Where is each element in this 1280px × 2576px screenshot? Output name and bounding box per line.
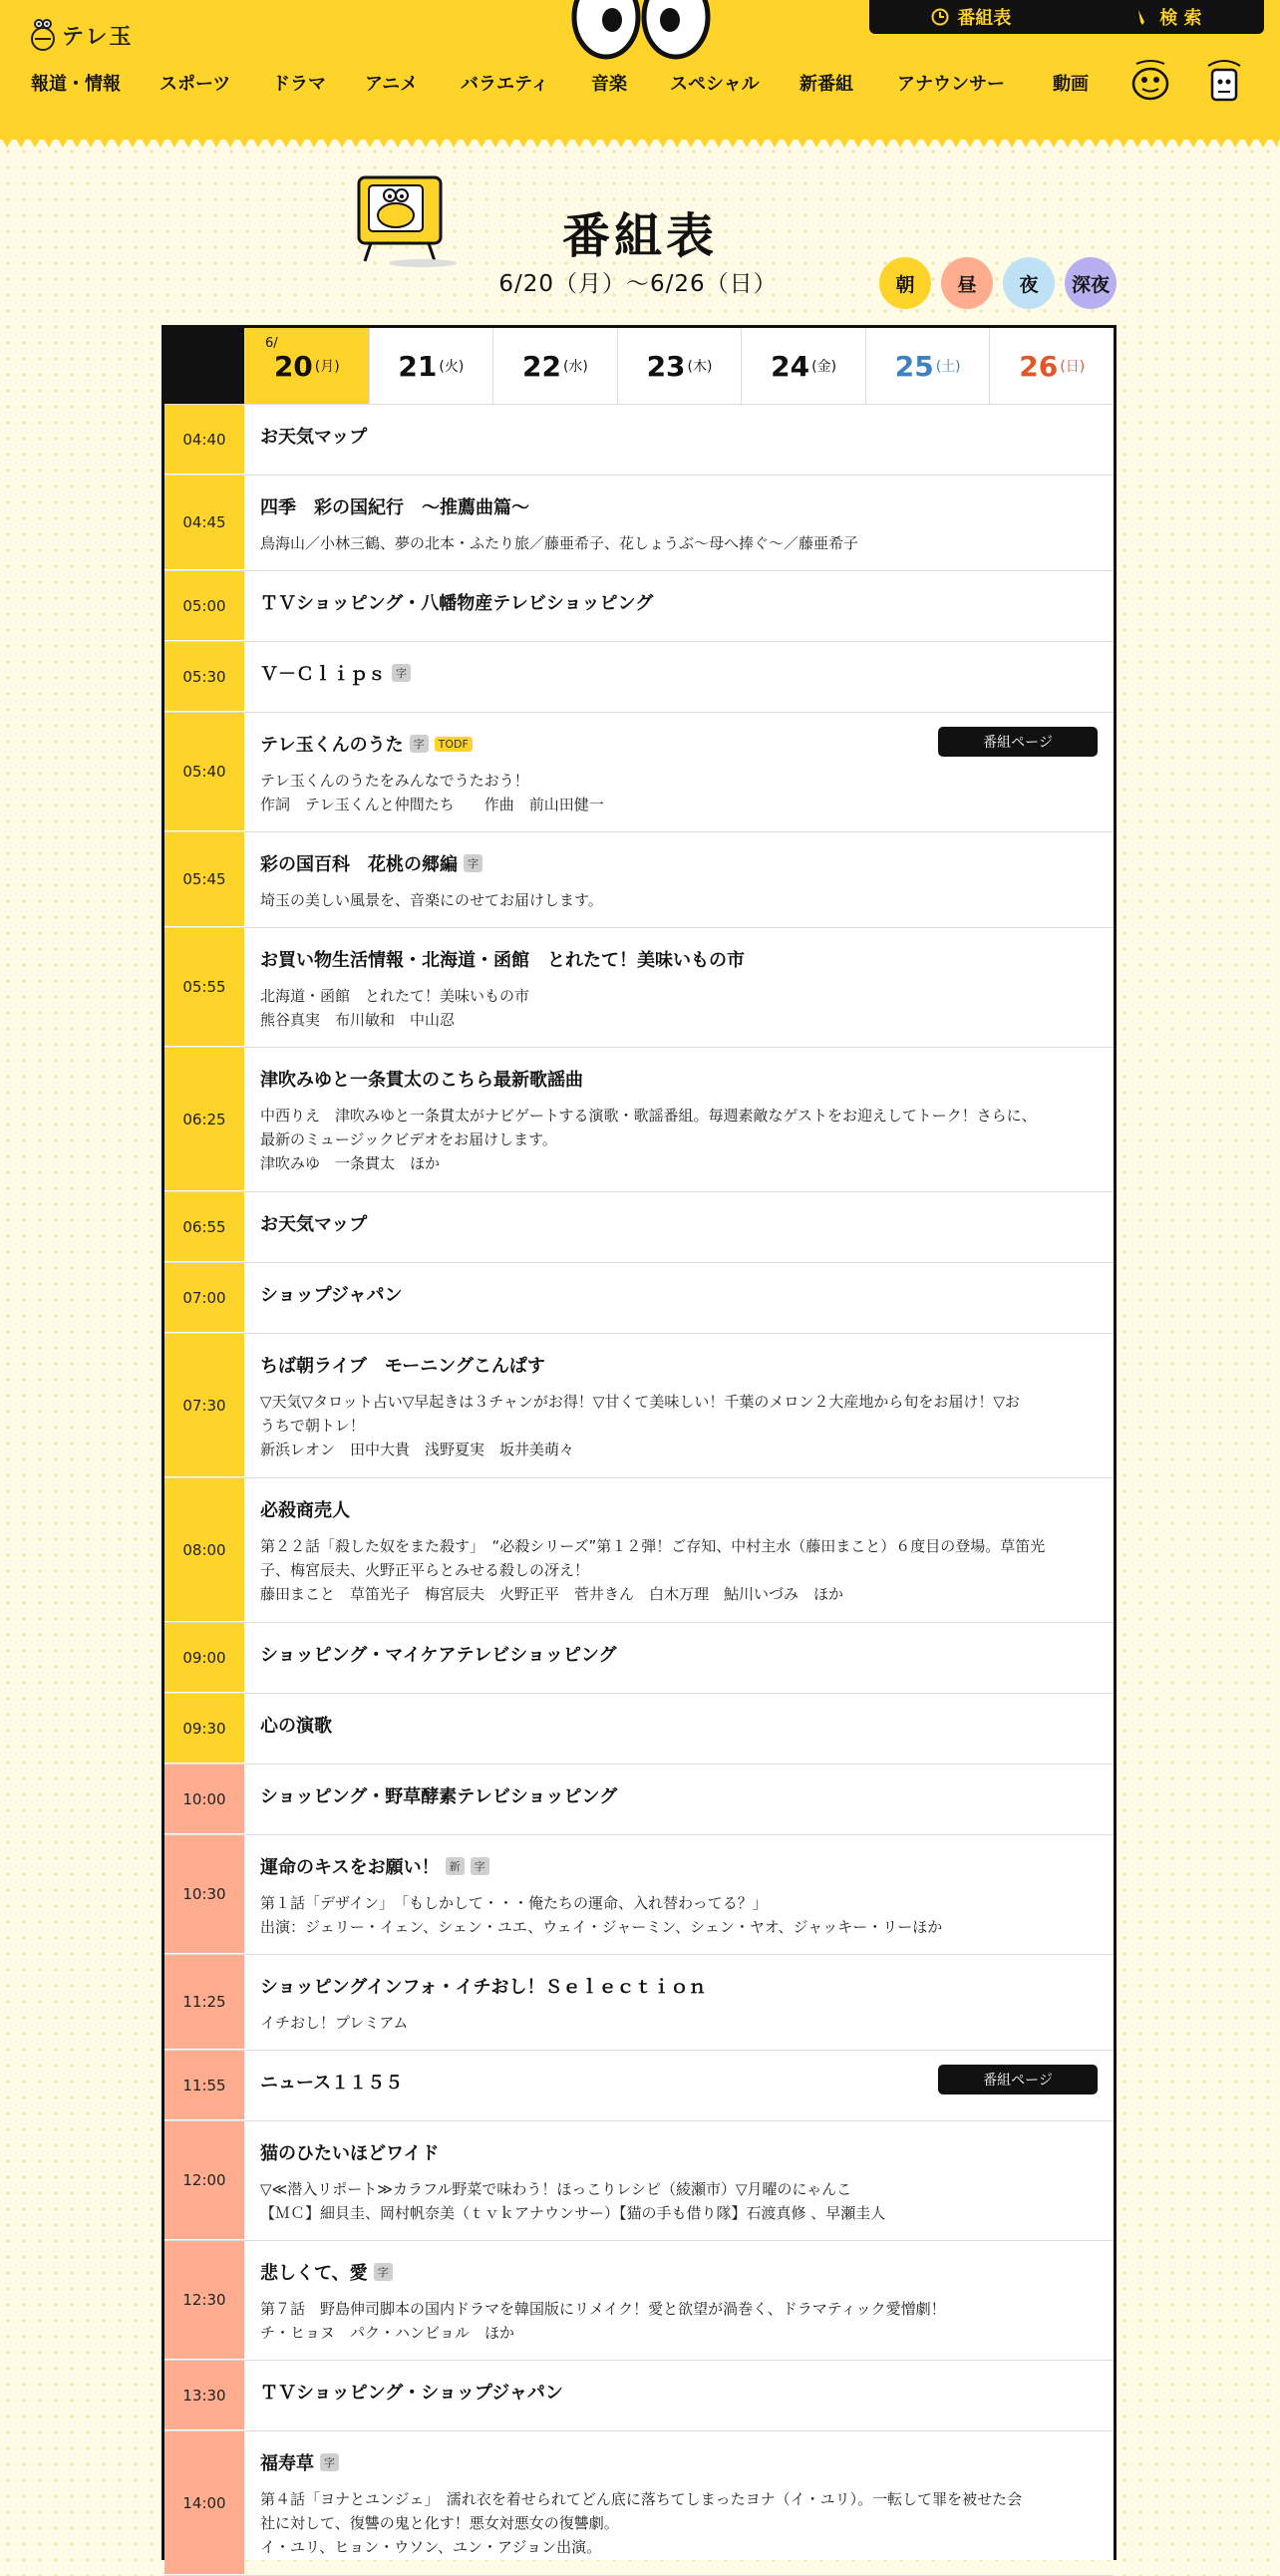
program-time: 04:40 (164, 405, 244, 475)
header-zigzag-edge (0, 134, 1280, 150)
program-cell[interactable] (244, 1835, 1114, 1954)
program-time: 13:30 (164, 2361, 244, 2430)
program-description-line: うちで朝トレ！ (260, 1417, 365, 1435)
site-logo[interactable] (30, 18, 134, 52)
program-badge: 字 (410, 735, 429, 753)
tod-latenight-button[interactable]: 深夜 (1065, 257, 1117, 309)
program-row (164, 1478, 1114, 1623)
program-cell[interactable] (244, 832, 1114, 927)
program-row (164, 476, 1114, 571)
program-badge: 字 (374, 2263, 393, 2281)
program-title-text: ちば朝ライブ モーニングこんぱす (260, 1356, 545, 1377)
program-title[interactable] (260, 2379, 1098, 2405)
program-cell[interactable] (244, 1694, 1114, 1764)
program-description-line: 出演：ジェリー・イェン、シェン・ユエ、ウェイ・ジャーミン、シェン・ヤオ、ジャッキー・リーほか (260, 1918, 943, 1936)
program-cell[interactable] (244, 1192, 1114, 1262)
program-cell[interactable] (244, 2361, 1114, 2430)
program-row (164, 1694, 1114, 1765)
program-cell[interactable] (244, 2121, 1114, 2240)
program-time: 10:00 (164, 1765, 244, 1834)
tod-noon-button[interactable]: 昼 (941, 257, 993, 309)
program-row (164, 2051, 1114, 2121)
nav-sports[interactable]: スポーツ (160, 74, 231, 95)
program-description-line: 鳥海山／小林三鶴、夢の北本・ふたり旅／藤亜希子、花しょうぶ～母へ捧ぐ～／藤亜希子 (260, 534, 859, 552)
program-row (164, 2361, 1114, 2431)
day-tab-date: 22 (521, 349, 561, 383)
program-description-line: 熊谷真実 布川敏和 中山忍 (260, 1011, 456, 1029)
day-tab-date: 23 (646, 349, 686, 383)
program-row (164, 571, 1114, 642)
teletama-logo-icon (30, 18, 56, 52)
program-description-line: 津吹みゆ 一条貫太 ほか (260, 1154, 441, 1172)
schedule-board (161, 325, 1117, 2560)
program-title[interactable] (260, 1066, 1098, 1092)
program-description-line: 第７話 野島伸司脚本の国内ドラマを韓国版にリメイク！愛と欲望が渦巻く、ドラマティック愛憎劇！ (260, 2300, 946, 2318)
program-time: 05:00 (164, 571, 244, 641)
program-row (164, 1835, 1114, 1955)
program-title[interactable] (260, 2449, 1098, 2475)
tod-night-button[interactable]: 夜 (1003, 257, 1055, 309)
program-description (260, 1534, 1098, 1606)
pen-icon (1135, 8, 1151, 26)
day-tab[interactable] (865, 328, 990, 404)
program-time: 05:45 (164, 832, 244, 927)
program-title[interactable] (260, 1281, 1098, 1307)
nav-new-programs[interactable]: 新番組 (800, 74, 853, 95)
program-description-line: 第２２話「殺した奴をまた殺す」 “必殺シリーズ”第１２弾！ご存知、中村主水（藤田まこと）６度目の登場。草笛光 (260, 1537, 1046, 1555)
program-description-line: 子、梅宮辰夫、火野正平らとみせる殺しの冴え！ (260, 1561, 590, 1579)
program-title[interactable] (260, 1853, 1098, 1879)
program-description (260, 888, 1098, 912)
program-description-line: 新浜レオン 田中大貴 浅野夏実 坂井美萌々 (260, 1441, 575, 1458)
site-header (0, 0, 1280, 140)
program-title-text: ショップジャパン (260, 1285, 403, 1306)
nav-music[interactable]: 音楽 (591, 74, 627, 95)
program-description-line: 第４話「ヨナとユンジェ」 濡れ衣を着せられてどん底に落ちてしまったヨナ（イ・ユリ）。一転して罪を被せた会 (260, 2490, 1023, 2508)
program-title-text: ショッピング・野草酵素テレビショッピング (260, 1786, 618, 1807)
program-cell[interactable] (244, 713, 1114, 831)
program-description-line: イ・ユリ、ヒョン・ウソン、ユン・アジョン出演。 (260, 2538, 602, 2556)
character-icon[interactable] (1128, 56, 1172, 102)
program-title[interactable] (260, 1496, 1098, 1522)
logo-text: テレ玉 (62, 24, 134, 50)
program-description (260, 2487, 1098, 2559)
program-time: 11:25 (164, 1955, 244, 2050)
program-title-text: お買い物生活情報・北海道・函館 とれたて！美味いもの市 (260, 950, 745, 971)
date-range: 6/20（月）〜6/26（日） (498, 271, 778, 297)
day-tab-date: 24 (771, 349, 810, 383)
day-tab-weekday: (月) (314, 359, 340, 375)
program-description-line: ▽≪潜入リポート≫カラフル野菜で味わう！ほっこりレシピ（綾瀬市）▽月曜のにゃんこ (260, 2180, 852, 2198)
program-title[interactable] (260, 2259, 1098, 2285)
program-time: 08:00 (164, 1478, 244, 1622)
program-description (260, 984, 1098, 1032)
program-title-text: テレ玉くんのうた (260, 735, 404, 756)
nav-variety[interactable]: バラエティ (461, 74, 549, 95)
program-description-line: 北海道・函館 とれたて！美味いもの市 (260, 987, 530, 1005)
program-description (260, 769, 1098, 816)
program-cell[interactable] (244, 1478, 1114, 1622)
program-time: 09:30 (164, 1694, 244, 1764)
program-cell[interactable] (244, 2051, 1114, 2120)
day-tab-weekday: (水) (562, 359, 588, 375)
program-row (164, 1048, 1114, 1192)
main-nav (20, 70, 1216, 100)
program-title-text: Ｖ－Ｃｌｉｐｓ (260, 664, 386, 685)
program-description-line: 中西りえ 津吹みゆと一条貫太がナビゲートする演歌・歌謡番組。毎週素敵なゲストをお迎えしてトーク！さらに、 (260, 1107, 1037, 1125)
day-tab-weekday: (木) (687, 359, 713, 375)
program-cell[interactable] (244, 405, 1114, 475)
program-row (164, 713, 1114, 832)
tod-morning-button[interactable]: 朝 (879, 257, 931, 309)
program-cell[interactable] (244, 928, 1114, 1047)
program-cell[interactable] (244, 1048, 1114, 1191)
program-description-line: 作詞 テレ玉くんと仲間たち 作曲 前山田健一 (260, 796, 604, 813)
day-tab-month: 6/ (265, 336, 278, 351)
day-tab-date: 25 (894, 349, 934, 383)
program-row (164, 1955, 1114, 2051)
nav-drama[interactable]: ドラマ (272, 74, 326, 95)
program-description-line: 埼玉の美しい風景を、音楽にのせてお届けします。 (260, 891, 603, 909)
program-description (260, 1390, 1098, 1461)
program-time: 06:55 (164, 1192, 244, 1262)
program-title-text: ニュース１１５５ (260, 2073, 404, 2093)
program-row (164, 1765, 1114, 1835)
program-badge: 字 (392, 664, 411, 682)
program-title-text: 必殺商売人 (260, 1500, 350, 1521)
program-badge: TODF (435, 737, 473, 752)
program-cell[interactable] (244, 642, 1114, 712)
nav-news[interactable]: 報道・情報 (31, 74, 121, 95)
program-row (164, 2121, 1114, 2241)
day-tab[interactable] (989, 328, 1114, 404)
program-title-text: お天気マップ (260, 427, 368, 448)
nav-video[interactable]: 動画 (1053, 74, 1089, 95)
program-title[interactable] (260, 2139, 1098, 2165)
program-row (164, 405, 1114, 476)
program-description (260, 2177, 1098, 2225)
program-time: 09:00 (164, 1623, 244, 1693)
program-cell[interactable] (244, 1955, 1114, 2050)
program-title[interactable] (260, 589, 1098, 615)
program-time: 07:00 (164, 1263, 244, 1333)
program-time: 04:45 (164, 476, 244, 570)
search-button-label: 検 索 (1159, 8, 1202, 29)
program-description-line: 藤田まこと 草笛光子 梅宮辰夫 火野正平 菅井きん 白木万理 鮎川いづみ ほか (260, 1585, 844, 1603)
day-tab[interactable] (369, 328, 493, 404)
tv-mascot-icon (353, 169, 463, 269)
program-description-line: 社に対して、復讐の鬼と化す！悪女対悪女の復讐劇。 (260, 2514, 619, 2532)
day-tab-date: 20 (273, 349, 313, 383)
program-title-text: 悲しくて、愛 (260, 2263, 368, 2284)
schedule-button-label: 番組表 (957, 8, 1012, 29)
page-title: 番組表 (561, 208, 718, 264)
program-badge: 字 (471, 1857, 489, 1875)
program-time: 12:00 (164, 2121, 244, 2240)
nav-anime[interactable]: アニメ (365, 74, 419, 95)
program-time: 07:30 (164, 1334, 244, 1477)
program-description (260, 2297, 1098, 2345)
program-title-text: 猫のひたいほどワイド (260, 2143, 440, 2164)
program-title-text: 福寿草 (260, 2453, 314, 2474)
schedule-button[interactable] (931, 4, 1011, 30)
day-tab-corner (164, 328, 244, 404)
clock-icon (931, 8, 949, 26)
day-tab-weekday: (火) (439, 359, 465, 375)
day-tab[interactable] (244, 328, 369, 404)
day-tab-weekday: (日) (1060, 359, 1086, 375)
program-title[interactable] (260, 1973, 1098, 1999)
program-time: 12:30 (164, 2241, 244, 2360)
program-cell[interactable] (244, 476, 1114, 570)
program-cell[interactable] (244, 1623, 1114, 1693)
program-description (260, 1891, 1098, 1939)
program-cell[interactable] (244, 2431, 1114, 2575)
program-title-text: お天気マップ (260, 1214, 368, 1235)
program-description-line: 第１話「デザイン」 「もしかして・・・俺たちの運命、入れ替わってる？」 (260, 1894, 768, 1912)
program-description-line: チ・ヒョヌ パク・ハンビョル ほか (260, 2324, 515, 2342)
program-cell[interactable] (244, 571, 1114, 641)
program-title-text: 運命のキスをお願い！ (260, 1857, 440, 1878)
program-time: 05:40 (164, 713, 244, 831)
program-row (164, 832, 1114, 928)
program-cell[interactable] (244, 1765, 1114, 1834)
program-description (260, 2011, 1098, 2035)
program-title-text: 津吹みゆと一条貫太のこちら最新歌謡曲 (260, 1070, 583, 1091)
time-of-day-buttons (879, 257, 1117, 309)
mascot-eyes-icon (566, 0, 716, 62)
program-description (260, 531, 1098, 555)
program-row (164, 1334, 1114, 1478)
program-time: 06:25 (164, 1048, 244, 1191)
program-time: 05:55 (164, 928, 244, 1047)
nav-announcers[interactable]: アナウンサー (897, 74, 1005, 95)
day-tab-weekday: (土) (935, 359, 961, 375)
program-badge: 新 (446, 1857, 465, 1875)
program-title[interactable] (260, 850, 1098, 876)
character-icon[interactable] (1202, 56, 1246, 102)
program-title[interactable] (260, 660, 1098, 686)
program-title-text: ＴＶショッピング・八幡物産テレビショッピング (260, 593, 654, 614)
program-time: 05:30 (164, 642, 244, 712)
program-title[interactable] (260, 1712, 1098, 1738)
program-title-text: ショッピング・マイケアテレビショッピング (260, 1645, 617, 1666)
program-list (164, 405, 1114, 2576)
program-description-line: 【ＭＣ】細貝圭、岡村帆奈美（ｔｖｋアナウンサー）【猫の手も借り隊】石渡真修 、早瀬圭人 (260, 2204, 886, 2222)
program-title[interactable] (260, 1352, 1098, 1378)
program-title-text: 彩の国百科 花桃の郷編 (260, 854, 458, 875)
program-description (260, 1104, 1098, 1175)
program-title[interactable] (260, 493, 1098, 519)
program-title-text: 心の演歌 (260, 1716, 332, 1737)
program-title[interactable] (260, 1782, 1098, 1808)
program-row (164, 1263, 1114, 1334)
program-page-button[interactable]: 番組ページ (938, 2065, 1098, 2094)
day-tab[interactable] (492, 328, 617, 404)
program-cell[interactable] (244, 1263, 1114, 1333)
program-title[interactable] (260, 946, 1098, 972)
program-row (164, 1623, 1114, 1694)
program-badge: 字 (464, 854, 482, 872)
day-tab[interactable] (617, 328, 742, 404)
program-page-button[interactable]: 番組ページ (938, 727, 1098, 757)
program-time: 10:30 (164, 1835, 244, 1954)
program-title[interactable] (260, 1641, 1098, 1667)
top-button-bar (869, 0, 1264, 34)
program-title[interactable] (260, 1210, 1098, 1236)
program-description-line: ▽天気▽タロット占い▽早起きは３チャンがお得！▽甘くて美味しい！千葉のメロン２大産地から旬をお届け！▽お (260, 1393, 1020, 1411)
day-tab-weekday: (金) (811, 359, 837, 375)
day-tabs (164, 328, 1114, 405)
program-title-text: 四季 彩の国紀行 ～推薦曲篇～ (260, 497, 529, 518)
program-description-line: イチおし！プレミアム (260, 2014, 409, 2032)
program-badge: 字 (320, 2453, 339, 2471)
program-row (164, 2431, 1114, 2576)
day-tab[interactable] (741, 328, 865, 404)
nav-special[interactable]: スペシャル (670, 74, 760, 95)
program-time: 14:00 (164, 2431, 244, 2575)
program-title[interactable] (260, 423, 1098, 449)
program-row (164, 928, 1114, 1048)
program-description-line: 最新のミュージックビデオをお届けします。 (260, 1130, 557, 1148)
program-title-text: ショッピングインフォ・イチおし！Ｓｅｌｅｃｔｉｏｎ (260, 1977, 707, 1998)
program-row (164, 1192, 1114, 1263)
day-tab-date: 21 (398, 349, 438, 383)
program-row (164, 2241, 1114, 2361)
program-row (164, 642, 1114, 713)
program-cell[interactable] (244, 1334, 1114, 1477)
program-cell[interactable] (244, 2241, 1114, 2360)
program-time: 11:55 (164, 2051, 244, 2120)
program-description-line: テレ玉くんのうたをみんなでうたおう！ (260, 772, 529, 790)
search-button[interactable] (1135, 4, 1201, 30)
program-title-text: ＴＶショッピング・ショップジャパン (260, 2383, 563, 2404)
day-tab-date: 26 (1019, 349, 1059, 383)
